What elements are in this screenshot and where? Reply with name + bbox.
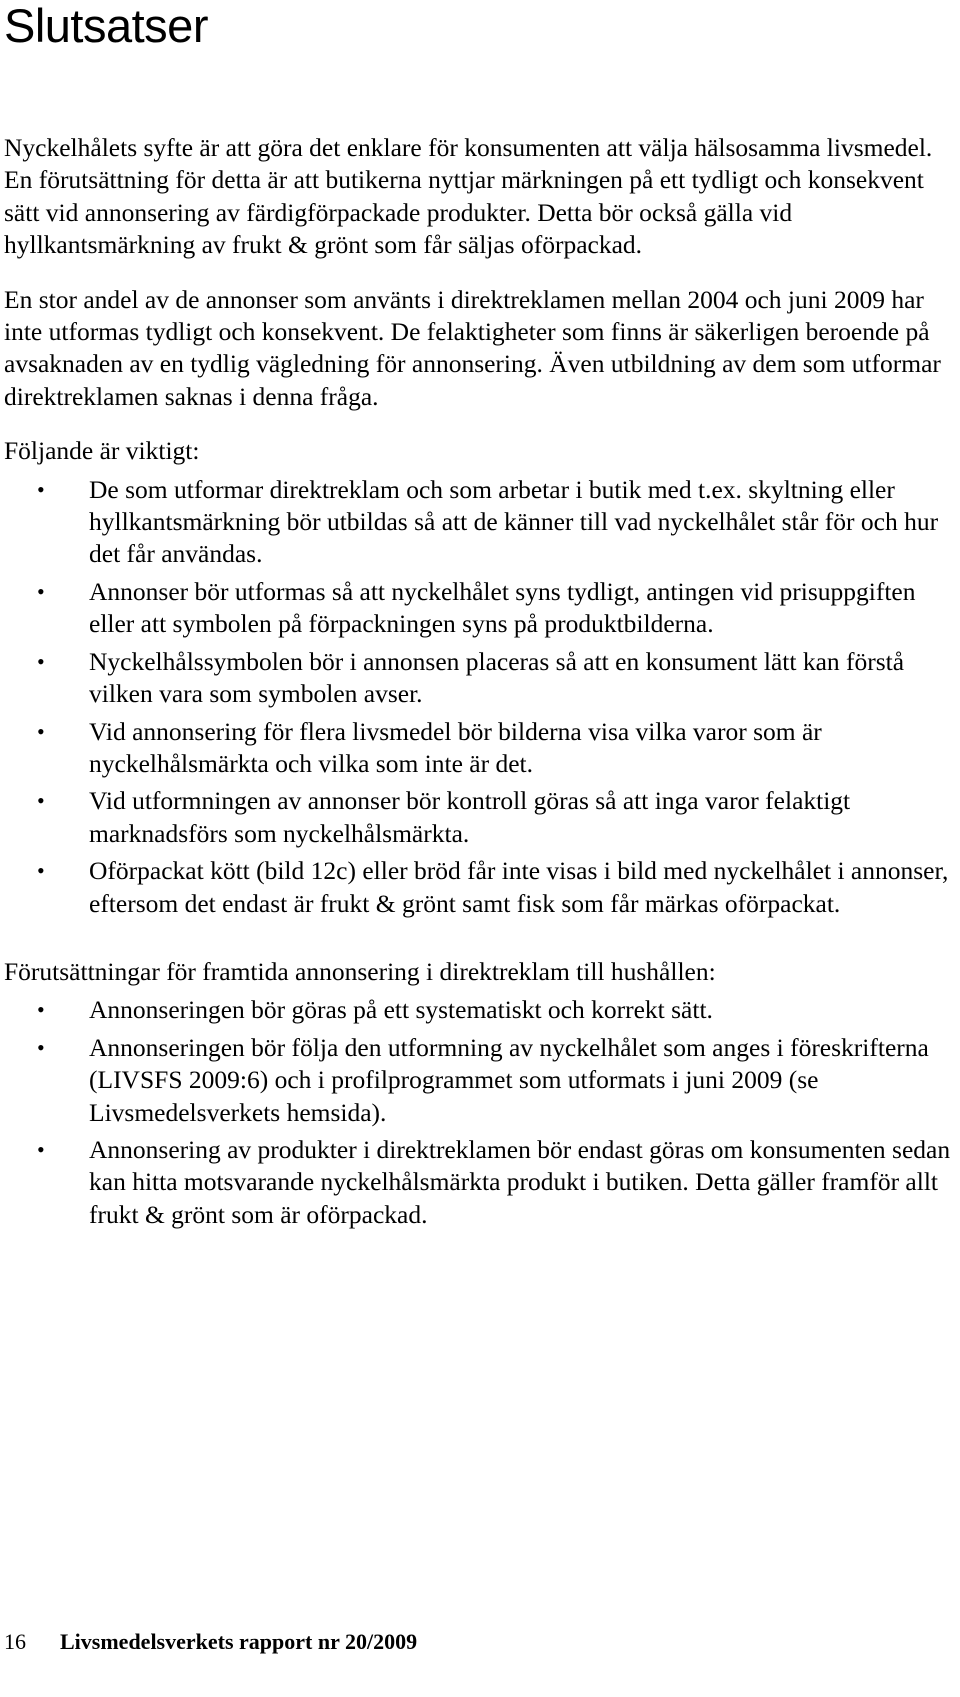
bullet-icon: • — [37, 476, 45, 502]
list-item-text: Annonseringen bör göras på ett systematiskt och korrekt sätt. — [89, 995, 713, 1025]
list-item-text: Oförpackat kött (bild 12c) eller bröd får inte visas i bild med nyckelhålet i annonser, eftersom det endast är frukt & grönt samt fisk som får märkas oförpackat. — [89, 856, 949, 918]
bullet-list — [4, 474, 954, 920]
list-item — [4, 855, 954, 920]
page-title: Slutsatser — [4, 0, 208, 52]
list-item — [4, 994, 954, 1026]
section-intro: Följande är viktigt: — [4, 436, 200, 466]
important-points-section — [4, 435, 954, 920]
bullet-icon: • — [37, 718, 45, 744]
bullet-icon: • — [37, 648, 45, 674]
list-item — [4, 785, 954, 850]
list-item-text: Vid utformningen av annonser bör kontroll göras så att inga varor felaktigt marknadsförs som nyckelhålsmärkta. — [89, 786, 851, 848]
list-item-text: De som utformar direktreklam och som arbetar i butik med t.ex. skyltning eller hyllkantsmärkning bör utbildas så att de känner till vad nyckelhålet står för och hur det får användas. — [89, 474, 939, 569]
list-item-text: Vid annonsering för flera livsmedel bör bilderna visa vilka varor som är nyckelhålsmärkta och vilka som inte är det. — [89, 716, 822, 778]
page-number: 16 — [4, 1629, 26, 1654]
paragraph: En stor andel av de annonser som använts i direktreklamen mellan 2004 och juni 2009 har inte utformas tydligt och konsekvent. De felaktigheter som finns är säkerligen beroende på avsaknaden av en tydlig vägledning för annonsering. Även utbildning av dem som utformar direktreklamen saknas i denna fråga. — [4, 284, 941, 411]
list-item-text: Nyckelhålssymbolen bör i annonsen placeras så att en konsument lätt kan förstå vilken vara som symbolen avser. — [89, 646, 905, 709]
document-body — [4, 132, 954, 1236]
page-footer — [4, 1629, 417, 1655]
list-item-text: Annonseringen bör följa den utformning av nyckelhålet som anges i föreskrifterna (LIVSFS 2009:6) och i profilprogrammet som utformats i juni 2009 (se Livsmedelsverkets hemsida). — [89, 1032, 929, 1127]
list-item-text: Annonsering av produkter i direktreklamen bör endast göras om konsumenten sedan kan hitta motsvarande nyckelhålsmärkta produkt i butiken. Detta gäller framför allt frukt & grönt som är oförpackad. — [89, 1134, 951, 1229]
bullet-icon: • — [37, 1034, 45, 1060]
list-item — [4, 1134, 954, 1231]
paragraph: Nyckelhålets syfte är att göra det enklare för konsumenten att välja hälsosamma livsmedel. En förutsättning för detta är att butikerna nyttjar märkningen på ett tydligt och konsekvent sätt vid annonsering av färdigförpackade produkter. Detta bör också gälla vid hyllkantsmärkning av frukt & grönt som får säljas oförpackad. — [4, 133, 933, 260]
future-advertising-section — [4, 956, 954, 1231]
bullet-icon: • — [37, 1136, 45, 1162]
bullet-list — [4, 994, 954, 1231]
list-item — [4, 716, 954, 781]
list-item — [4, 1032, 954, 1129]
list-item-text: Annonser bör utformas så att nyckelhålet syns tydligt, antingen vid prisuppgiften eller att symbolen på förpackningen syns på produktbilderna. — [89, 576, 916, 639]
section-intro: Förutsättningar för framtida annonsering i direktreklam till hushållen: — [4, 956, 716, 986]
report-title: Livsmedelsverkets rapport nr 20/2009 — [60, 1629, 418, 1654]
bullet-icon: • — [37, 858, 45, 884]
list-item — [4, 576, 954, 641]
bullet-icon: • — [37, 578, 45, 604]
list-item — [4, 474, 954, 571]
bullet-icon: • — [37, 788, 45, 814]
list-item — [4, 646, 954, 711]
bullet-icon: • — [37, 997, 45, 1023]
